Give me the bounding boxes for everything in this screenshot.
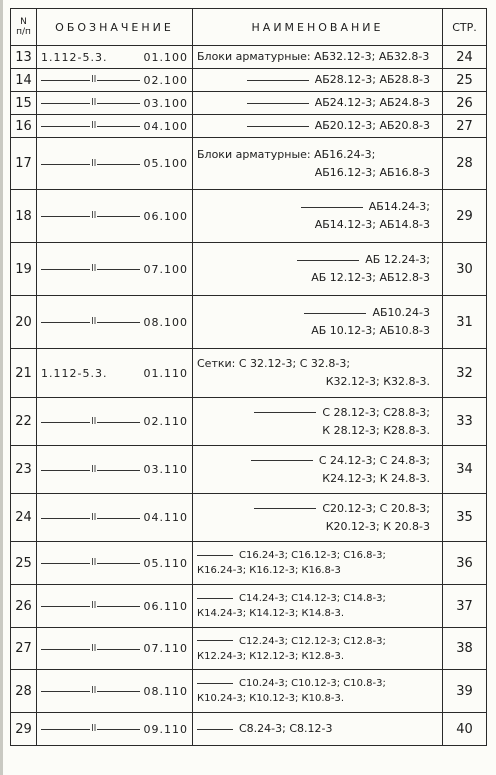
row-number: 22 [11, 398, 37, 446]
name-text: Блоки арматурные: АБ16.24-3; [197, 147, 376, 161]
table-row [11, 190, 487, 243]
name-text: К10.24-3; К10.12-3; К10.8-3. [197, 693, 345, 704]
code-suffix: 01.100 [143, 50, 188, 64]
row-number: 24 [11, 494, 37, 542]
name-line [197, 649, 438, 664]
code-suffix: 03.100 [143, 96, 188, 110]
table-row [11, 46, 487, 69]
name-text: АБ14.24-3; [368, 200, 430, 213]
table-row [11, 349, 487, 398]
row-name [193, 713, 443, 746]
table-row [11, 713, 487, 746]
code-suffix: 04.110 [143, 511, 188, 524]
code-suffix: 06.110 [143, 599, 188, 613]
row-code [37, 69, 193, 92]
row-number: 21 [11, 349, 37, 398]
table-row [11, 243, 487, 296]
table-row [11, 398, 487, 446]
name-line [197, 216, 438, 234]
name-line [197, 563, 438, 578]
row-page: 40 [443, 713, 487, 746]
row-number: 15 [11, 92, 37, 115]
row-code [37, 585, 193, 628]
name-text: АБ 10.12-3; АБ10.8-3 [311, 324, 430, 337]
row-code [37, 46, 193, 69]
row-code [37, 349, 193, 398]
name-line [197, 500, 438, 518]
row-name [193, 69, 443, 92]
code-suffix: 01.110 [143, 366, 188, 380]
name-text: АБ14.12-3; АБ14.8-3 [314, 218, 430, 231]
ditto-mark: ll [91, 464, 97, 475]
name-line [197, 676, 438, 691]
name-line [197, 146, 438, 164]
name-line [197, 164, 438, 182]
name-ditto-line [254, 508, 316, 509]
code-prefix: 1.112-5.3. [41, 50, 108, 64]
ditto-line [41, 121, 140, 131]
row-number: 23 [11, 446, 37, 494]
row-number: 19 [11, 243, 37, 296]
row-code [37, 296, 193, 349]
header-page: СТР. [443, 9, 487, 46]
name-text: С 24.12-3; С 24.8-3; [318, 453, 430, 467]
ditto-line [41, 644, 140, 654]
code-suffix: 07.100 [143, 262, 188, 276]
name-line [197, 117, 438, 135]
row-name [193, 349, 443, 398]
ditto-line [41, 513, 140, 523]
ditto-line [41, 417, 140, 427]
row-name [193, 628, 443, 670]
row-name [193, 670, 443, 713]
row-page: 24 [443, 46, 487, 69]
row-number: 18 [11, 190, 37, 243]
row-page: 35 [443, 494, 487, 542]
ditto-mark: ll [91, 724, 97, 734]
row-number: 20 [11, 296, 37, 349]
name-text: С20.12-3; С 20.8-3; [322, 501, 430, 515]
name-ditto-line [197, 683, 233, 684]
name-ditto-line [247, 126, 309, 127]
row-page: 33 [443, 398, 487, 446]
ditto-mark: ll [91, 512, 97, 523]
header-code: ОБОЗНАЧЕНИЕ [37, 9, 193, 46]
row-code [37, 542, 193, 585]
table-row [11, 69, 487, 92]
name-line [197, 404, 438, 422]
code-suffix: 07.110 [143, 642, 188, 655]
row-name [193, 138, 443, 190]
name-text: С16.24-3; С16.12-3; С16.8-3; [239, 550, 386, 561]
ditto-mark: ll [91, 211, 97, 221]
table-row [11, 670, 487, 713]
name-text: АБ16.12-3; АБ16.8-3 [314, 165, 430, 179]
name-text: С8.24-3; С8.12-3 [239, 722, 333, 735]
row-number: 25 [11, 542, 37, 585]
row-page: 29 [443, 190, 487, 243]
row-name [193, 398, 443, 446]
name-line [197, 269, 438, 287]
binding-edge [0, 0, 3, 775]
ditto-mark: ll [91, 158, 97, 169]
row-number: 14 [11, 69, 37, 92]
name-line [197, 548, 438, 563]
row-number: 27 [11, 628, 37, 670]
name-text: Блоки арматурные: АБ32.12-3; АБ32.8-3 [197, 50, 430, 63]
name-line [197, 304, 438, 322]
row-number: 28 [11, 670, 37, 713]
row-page: 37 [443, 585, 487, 628]
row-code [37, 92, 193, 115]
name-line [197, 422, 438, 440]
name-text: К24.12-3; К 24.8-3. [322, 471, 430, 485]
table-row [11, 138, 487, 190]
name-ditto-line [304, 313, 366, 314]
contents-table [10, 8, 487, 746]
name-text: К32.12-3; К32.8-3. [325, 375, 430, 388]
name-line [197, 373, 438, 391]
name-line [197, 634, 438, 649]
row-name [193, 92, 443, 115]
table-row [11, 542, 487, 585]
code-suffix: 04.100 [143, 119, 188, 133]
ditto-mark: ll [91, 264, 97, 274]
code-suffix: 05.110 [143, 556, 188, 570]
row-name [193, 446, 443, 494]
name-text: АБ 12.12-3; АБ12.8-3 [311, 271, 430, 284]
name-text: С12.24-3; С12.12-3; С12.8-3; [239, 635, 386, 647]
row-code [37, 628, 193, 670]
row-code [37, 138, 193, 190]
row-code [37, 713, 193, 746]
row-page: 36 [443, 542, 487, 585]
ditto-mark: ll [91, 317, 97, 327]
row-number: 17 [11, 138, 37, 190]
name-line [197, 251, 438, 269]
ditto-mark: ll [91, 686, 97, 696]
table-row [11, 296, 487, 349]
table-row [11, 115, 487, 138]
name-line [197, 691, 438, 706]
row-page: 34 [443, 446, 487, 494]
name-text: К20.12-3; К 20.8-3 [325, 519, 430, 533]
name-ditto-line [197, 729, 233, 730]
name-ditto-line [247, 80, 309, 81]
header-number [11, 9, 37, 46]
name-ditto-line [254, 412, 316, 413]
ditto-line [41, 601, 140, 611]
row-name [193, 243, 443, 296]
code-suffix: 05.100 [143, 157, 188, 170]
name-ditto-line [197, 598, 233, 599]
header-name: НАИМЕНОВАНИЕ [193, 9, 443, 46]
row-name [193, 46, 443, 69]
ditto-mark: ll [91, 416, 97, 427]
row-page: 32 [443, 349, 487, 398]
row-page: 39 [443, 670, 487, 713]
code-suffix: 03.110 [143, 463, 188, 476]
ditto-mark: ll [91, 643, 97, 654]
name-line [197, 470, 438, 488]
row-page: 28 [443, 138, 487, 190]
ditto-line [41, 75, 140, 85]
name-line [197, 518, 438, 536]
name-ditto-line [247, 103, 309, 104]
code-suffix: 08.100 [143, 315, 188, 329]
code-prefix: 1.112-5.3. [41, 366, 108, 380]
row-name [193, 296, 443, 349]
table-body [11, 46, 487, 746]
table-header [11, 9, 487, 46]
name-text: Сетки: С 32.12-3; С 32.8-3; [197, 357, 351, 370]
name-text: К 28.12-3; К28.8-3. [322, 423, 430, 437]
name-line [197, 94, 438, 112]
name-line [197, 71, 438, 89]
name-line [197, 322, 438, 340]
table-row [11, 628, 487, 670]
row-name [193, 542, 443, 585]
name-line [197, 198, 438, 216]
name-ditto-line [197, 640, 233, 641]
row-page: 26 [443, 92, 487, 115]
name-ditto-line [251, 460, 313, 461]
name-text: К12.24-3; К12.12-3; К12.8-3. [197, 650, 345, 662]
row-page: 38 [443, 628, 487, 670]
name-line [197, 355, 438, 373]
code-suffix: 06.100 [143, 209, 188, 223]
row-page: 25 [443, 69, 487, 92]
name-line [197, 720, 438, 738]
row-number: 16 [11, 115, 37, 138]
row-name [193, 190, 443, 243]
name-text: С10.24-3; С10.12-3; С10.8-3; [239, 678, 386, 689]
row-code [37, 115, 193, 138]
ditto-line [41, 264, 140, 274]
name-text: АБ20.12-3; АБ20.8-3 [314, 119, 430, 132]
header-number-symbol: N [20, 17, 27, 27]
name-text: К14.24-3; К14.12-3; К14.8-3. [197, 608, 345, 619]
ditto-mark: ll [91, 121, 97, 131]
name-text: С14.24-3; С14.12-3; С14.8-3; [239, 593, 386, 604]
ditto-line [41, 724, 140, 734]
name-line [197, 452, 438, 470]
name-text: АБ24.12-3; АБ24.8-3 [314, 96, 430, 109]
name-line [197, 591, 438, 606]
name-ditto-line [301, 207, 363, 208]
name-text: АБ10.24-3 [372, 306, 430, 319]
table-row [11, 585, 487, 628]
code-suffix: 02.100 [143, 73, 188, 87]
ditto-line [41, 558, 140, 568]
row-number: 13 [11, 46, 37, 69]
row-name [193, 585, 443, 628]
ditto-line [41, 686, 140, 696]
row-number: 29 [11, 713, 37, 746]
ditto-line [41, 465, 140, 475]
table-row [11, 494, 487, 542]
ditto-mark: ll [91, 98, 97, 108]
row-page: 27 [443, 115, 487, 138]
row-number: 26 [11, 585, 37, 628]
name-ditto-line [197, 555, 233, 556]
code-suffix: 09.110 [143, 722, 188, 736]
ditto-mark: ll [91, 75, 97, 85]
row-page: 30 [443, 243, 487, 296]
row-code [37, 494, 193, 542]
row-page: 31 [443, 296, 487, 349]
row-code [37, 190, 193, 243]
ditto-line [41, 159, 140, 169]
row-name [193, 115, 443, 138]
name-text: К16.24-3; К16.12-3; К16.8-3 [197, 565, 341, 576]
table-row [11, 92, 487, 115]
row-code [37, 243, 193, 296]
ditto-line [41, 317, 140, 327]
row-code [37, 446, 193, 494]
name-line [197, 606, 438, 621]
name-text: АБ 12.24-3; [365, 253, 430, 266]
ditto-line [41, 98, 140, 108]
name-text: С 28.12-3; С28.8-3; [322, 405, 430, 419]
ditto-mark: ll [91, 558, 97, 568]
row-code [37, 398, 193, 446]
row-name [193, 494, 443, 542]
ditto-mark: ll [91, 601, 97, 611]
name-ditto-line [297, 260, 359, 261]
name-line [197, 48, 438, 66]
table-row [11, 446, 487, 494]
header-number-abbrev: п/п [16, 27, 31, 37]
code-suffix: 08.110 [143, 684, 188, 698]
code-suffix: 02.110 [143, 415, 188, 428]
row-code [37, 670, 193, 713]
name-text: АБ28.12-3; АБ28.8-3 [314, 73, 430, 86]
ditto-line [41, 211, 140, 221]
